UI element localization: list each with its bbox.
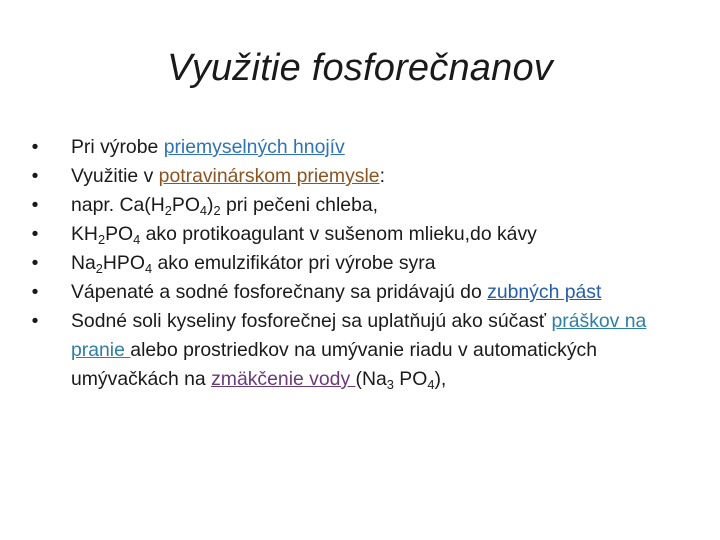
subscript: 4 <box>199 202 208 218</box>
item-text: : <box>379 165 385 187</box>
item-text: KH <box>71 223 98 245</box>
item-text: Využitie v <box>71 165 159 187</box>
list-item <box>30 278 690 307</box>
item-text: PO <box>171 194 200 216</box>
link-toothpaste[interactable]: zubných pást <box>487 281 602 303</box>
subscript: 2 <box>164 202 172 218</box>
subscript: 4 <box>144 260 153 276</box>
subscript: 4 <box>427 376 435 392</box>
item-text: PO <box>393 368 428 390</box>
item-text: HPO <box>102 252 145 274</box>
list-item <box>30 249 690 278</box>
list-item <box>30 162 690 191</box>
bullet-list <box>30 133 690 394</box>
subscript: 4 <box>133 231 141 247</box>
list-item <box>30 133 690 162</box>
item-text: ) <box>207 194 214 216</box>
item-text: PO <box>105 223 134 245</box>
list-item <box>30 191 690 220</box>
bullet-icon: • <box>31 223 39 245</box>
item-text: ako protikoagulant v sušenom mlieku,do kávy <box>140 223 537 245</box>
subscript: 2 <box>97 231 106 247</box>
item-text: ), <box>434 368 447 390</box>
subscript: 3 <box>386 376 394 392</box>
list-item <box>30 307 690 394</box>
item-text: pri pečeni chleba, <box>220 194 379 216</box>
bullet-icon: • <box>31 252 39 274</box>
subscript: 2 <box>95 260 103 276</box>
bullet-icon: • <box>31 194 39 216</box>
item-text: (Na <box>355 368 387 390</box>
bullet-icon: • <box>31 310 39 332</box>
item-text: Sodné soli kyseliny fosforečnej sa uplatňujú ako súčasť <box>71 310 552 332</box>
item-text: ako emulzifikátor pri výrobe syra <box>152 252 436 274</box>
item-text: napr. Ca(H <box>71 194 165 216</box>
item-text: Vápenaté a sodné fosforečnany sa pridávajú do <box>71 281 488 303</box>
subscript: 2 <box>213 202 221 218</box>
link-washing-powder[interactable]: práškov na pranie <box>71 310 647 361</box>
slide-title: Využitie fosforečnanov <box>166 47 554 89</box>
item-text: Pri výrobe <box>71 136 164 158</box>
item-text: alebo prostriedkov na umývanie riadu v automatických umývačkách na <box>71 339 597 390</box>
bullet-icon: • <box>31 136 39 158</box>
bullet-icon: • <box>31 165 39 187</box>
bullet-icon: • <box>31 281 39 303</box>
link-food-industry[interactable]: potravinárskom priemysle <box>158 165 380 187</box>
list-item <box>30 220 690 249</box>
link-fertilizers[interactable]: priemyselných hnojív <box>163 136 345 158</box>
item-text: Na <box>71 252 96 274</box>
link-water-softening[interactable]: zmäkčenie vody <box>211 368 356 390</box>
